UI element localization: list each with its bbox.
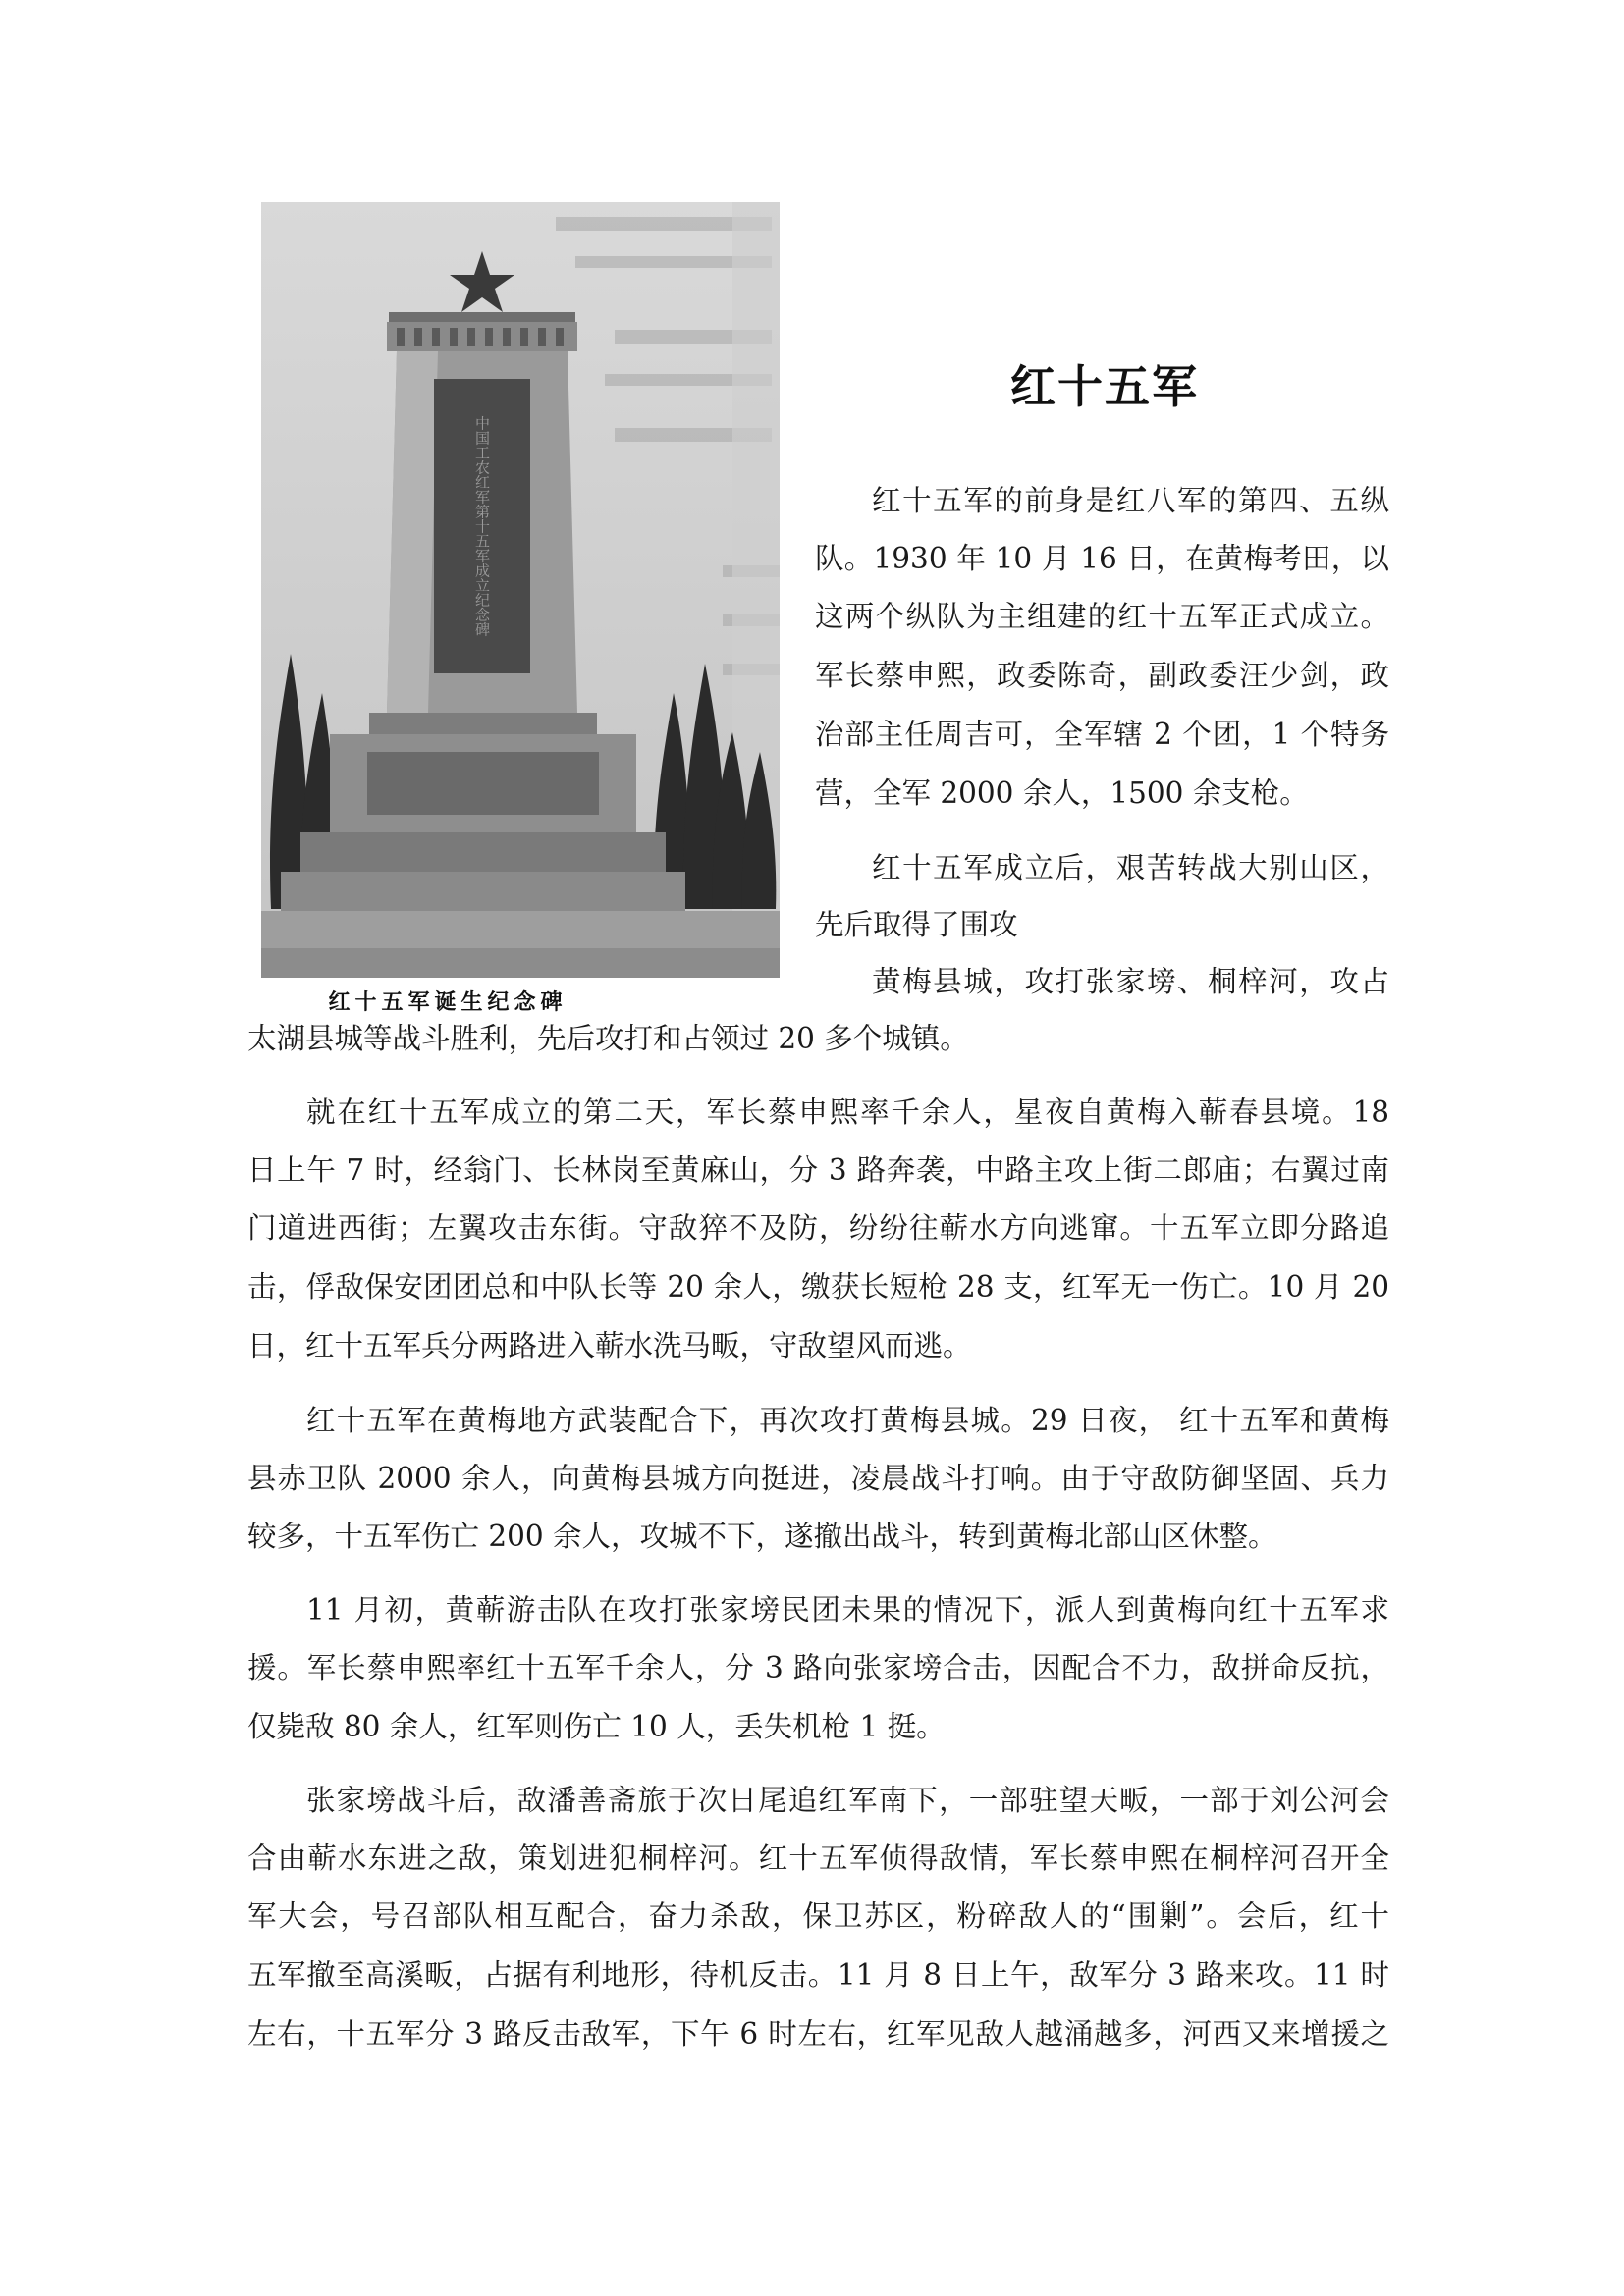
text-line: 红十五军成立后，艰苦转战大别山区， [872, 851, 1389, 884]
text-line: 11 月初，黄蕲游击队在攻打张家塝民团未果的情况下，派人到黄梅向红十五军求 [306, 1593, 1389, 1627]
text-line: 军大会，号召部队相互配合，奋力杀敌，保卫苏区，粉碎敌人的“围剿”。会后，红十 [247, 1899, 1389, 1933]
text-line: 援。军长蔡申熙率红十五军千余人，分 3 路向张家塝合击，因配合不力，敌拼命反抗， [247, 1651, 1389, 1684]
text-line: 日上午 7 时，经翁门、长林岗至黄麻山，分 3 路奔袭，中路主攻上街二郎庙；右翼过南 [247, 1153, 1390, 1187]
text-line: 就在红十五军成立的第二天，军长蔡申熙率千余人，星夜自黄梅入蕲春县境。18 [306, 1095, 1389, 1129]
text-line: 红十五军在黄梅地方武装配合下，再次攻打黄梅县城。29 日夜， 红十五军和黄梅 [306, 1404, 1389, 1437]
text-line: 五军撤至高溪畈，占据有利地形，待机反击。11 月 8 日上午，敌军分 3 路来攻。11 时 [247, 1958, 1389, 1992]
monument-inscription: 中国工农红军第十五军成立纪念碑 [473, 415, 491, 637]
photo-caption: 红十五军诞生纪念碑 [328, 990, 568, 1015]
text-line: 左右，十五军分 3 路反击敌军，下午 6 时左右，红军见敌人越涌越多，河西又来增援之 [247, 2017, 1389, 2051]
monument-photo [261, 202, 780, 978]
text-line: 治部主任周吉可，全军辖 2 个团，1 个特务 [815, 718, 1389, 751]
text-line: 队。1930 年 10 月 16 日，在黄梅考田，以 [815, 542, 1389, 575]
text-line: 击，俘敌保安团团总和中队长等 20 余人，缴获长短枪 28 支，红军无一伤亡。10 月 20 [247, 1270, 1389, 1304]
monument-illustration [261, 202, 780, 978]
text-line: 张家塝战斗后，敌潘善斋旅于次日尾追红军南下，一部驻望天畈，一部于刘公河会 [306, 1784, 1389, 1817]
text-line: 县赤卫队 2000 余人，向黄梅县城方向挺进，凌晨战斗打响。由于守敌防御坚固、兵力 [247, 1462, 1389, 1495]
text-line: 先后取得了围攻 [815, 908, 1018, 941]
text-line: 仅毙敌 80 余人，红军则伤亡 10 人，丢失机枪 1 挺。 [247, 1710, 946, 1743]
text-line: 军长蔡申熙，政委陈奇，副政委汪少剑，政 [815, 659, 1389, 692]
text-line: 这两个纵队为主组建的红十五军正式成立。 [815, 600, 1389, 633]
text-line: 较多，十五军伤亡 200 余人，攻城不下，遂撤出战斗，转到黄梅北部山区休整。 [247, 1520, 1277, 1553]
text-line: 日，红十五军兵分两路进入蕲水洗马畈，守敌望风而逃。 [247, 1329, 972, 1362]
article-title: 红十五军 [1010, 360, 1199, 413]
text-line: 营，全军 2000 余人，1500 余支枪。 [815, 776, 1309, 810]
text-line: 黄梅县城，攻打张家塝、桐梓河，攻占 [872, 965, 1389, 998]
text-line: 红十五军的前身是红八军的第四、五纵 [872, 484, 1389, 517]
text-line: 合由蕲水东进之敌，策划进犯桐梓河。红十五军侦得敌情，军长蔡申熙在桐梓河召开全 [247, 1842, 1389, 1875]
text-line: 门道进西街；左翼攻击东街。守敌猝不及防，纷纷往蕲水方向逃窜。十五军立即分路追 [247, 1211, 1389, 1245]
text-line: 太湖县城等战斗胜利，先后攻打和占领过 20 多个城镇。 [247, 1022, 969, 1055]
